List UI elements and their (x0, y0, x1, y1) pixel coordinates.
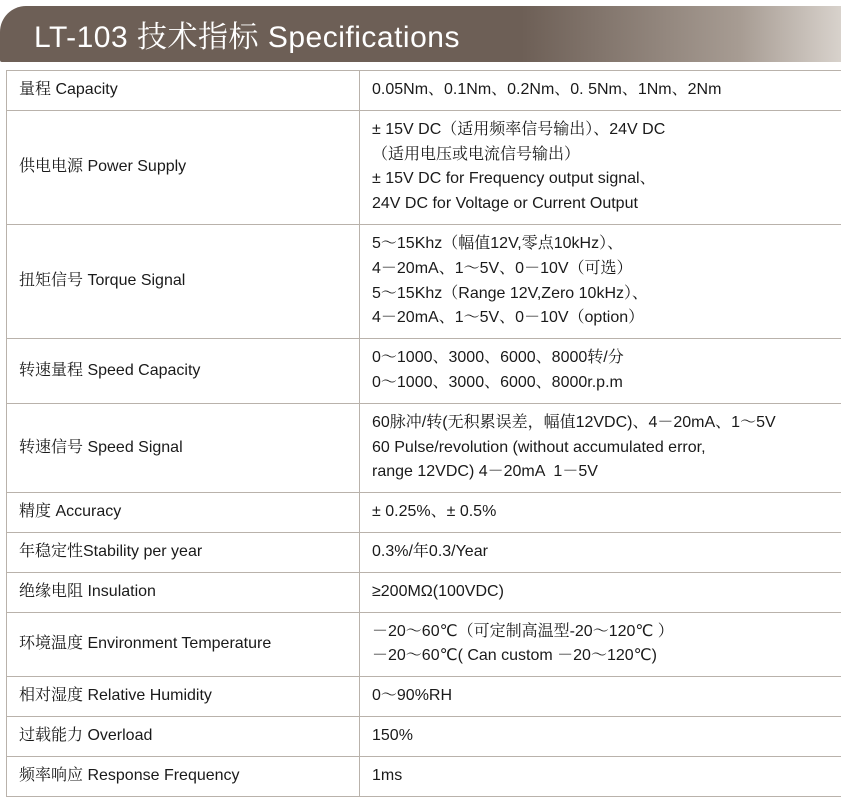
table-row (7, 532, 841, 572)
row-value (360, 532, 841, 572)
value-line: 0.3%/年0.3/Year (372, 540, 841, 565)
value-line: 5～15Khz（幅值12V,零点10kHz）、 (372, 232, 841, 257)
table-row (7, 493, 841, 533)
table-body (7, 71, 841, 797)
value-line: ≥200MΩ(100VDC) (372, 580, 841, 605)
value-line: ± 0.25%、± 0.5% (372, 500, 841, 525)
value-line: －20～60℃( Can custom －20～120℃) (372, 644, 841, 669)
value-line: 0～90%RH (372, 684, 841, 709)
value-line: ± 15V DC for Frequency output signal、 (372, 167, 841, 192)
row-label: 量程 Capacity (7, 71, 360, 111)
value-lines (372, 684, 841, 709)
row-value (360, 493, 841, 533)
row-value (360, 716, 841, 756)
row-label: 相对湿度 Relative Humidity (7, 677, 360, 717)
table-row (7, 110, 841, 224)
row-value (360, 110, 841, 224)
row-label: 转速量程 Speed Capacity (7, 339, 360, 404)
value-line: 4－20mA、1～5V、0－10V（可选） (372, 257, 841, 282)
page-header-banner (0, 6, 841, 62)
value-line: （适用电压或电流信号输出） (372, 143, 841, 168)
specifications-page (0, 6, 841, 781)
value-line: 4－20mA、1～5V、0－10V（option） (372, 306, 841, 331)
value-line: 0～1000、3000、6000、8000r.p.m (372, 371, 841, 396)
table-row (7, 612, 841, 677)
table-row (7, 716, 841, 756)
row-label: 过载能力 Overload (7, 716, 360, 756)
specifications-table (6, 70, 841, 797)
row-label: 转速信号 Speed Signal (7, 403, 360, 492)
row-label: 绝缘电阻 Insulation (7, 572, 360, 612)
value-line: 60脉冲/转(无积累误差，幅值12VDC)、4－20mA、1～5V (372, 411, 841, 436)
table-row (7, 224, 841, 338)
row-label: 精度 Accuracy (7, 493, 360, 533)
table-row (7, 572, 841, 612)
row-label: 频率响应 Response Frequency (7, 756, 360, 796)
value-lines (372, 540, 841, 565)
row-value (360, 612, 841, 677)
table-row (7, 403, 841, 492)
value-line: －20～60℃（可定制高温型-20～120℃ ） (372, 620, 841, 645)
row-value (360, 677, 841, 717)
value-lines (372, 724, 841, 749)
row-label: 年稳定性Stability per year (7, 532, 360, 572)
row-value (360, 572, 841, 612)
value-line: 150% (372, 724, 841, 749)
value-lines (372, 411, 841, 485)
row-label: 供电电源 Power Supply (7, 110, 360, 224)
value-lines (372, 118, 841, 217)
value-lines (372, 620, 841, 670)
value-line: 1ms (372, 764, 841, 789)
page-title: LT-103 技术指标 Specifications (0, 12, 460, 56)
table-row (7, 756, 841, 796)
row-label: 环境温度 Environment Temperature (7, 612, 360, 677)
row-value (360, 224, 841, 338)
value-lines (372, 500, 841, 525)
row-value (360, 403, 841, 492)
value-line: 60 Pulse/revolution (without accumulated error, (372, 436, 841, 461)
value-lines (372, 232, 841, 331)
table-row (7, 339, 841, 404)
value-line: 0～1000、3000、6000、8000转/分 (372, 346, 841, 371)
value-line: ± 15V DC（适用频率信号输出）、24V DC (372, 118, 841, 143)
value-lines (372, 78, 841, 103)
value-line: range 12VDC) 4－20mA 1－5V (372, 460, 841, 485)
row-value (360, 71, 841, 111)
row-value (360, 756, 841, 796)
row-label: 扭矩信号 Torque Signal (7, 224, 360, 338)
table-row (7, 677, 841, 717)
value-lines (372, 580, 841, 605)
value-line: 5～15Khz（Range 12V,Zero 10kHz）、 (372, 282, 841, 307)
value-lines (372, 346, 841, 396)
value-line: 24V DC for Voltage or Current Output (372, 192, 841, 217)
table-row (7, 71, 841, 111)
row-value (360, 339, 841, 404)
value-line: 0.05Nm、0.1Nm、0.2Nm、0. 5Nm、1Nm、2Nm (372, 78, 841, 103)
value-lines (372, 764, 841, 789)
